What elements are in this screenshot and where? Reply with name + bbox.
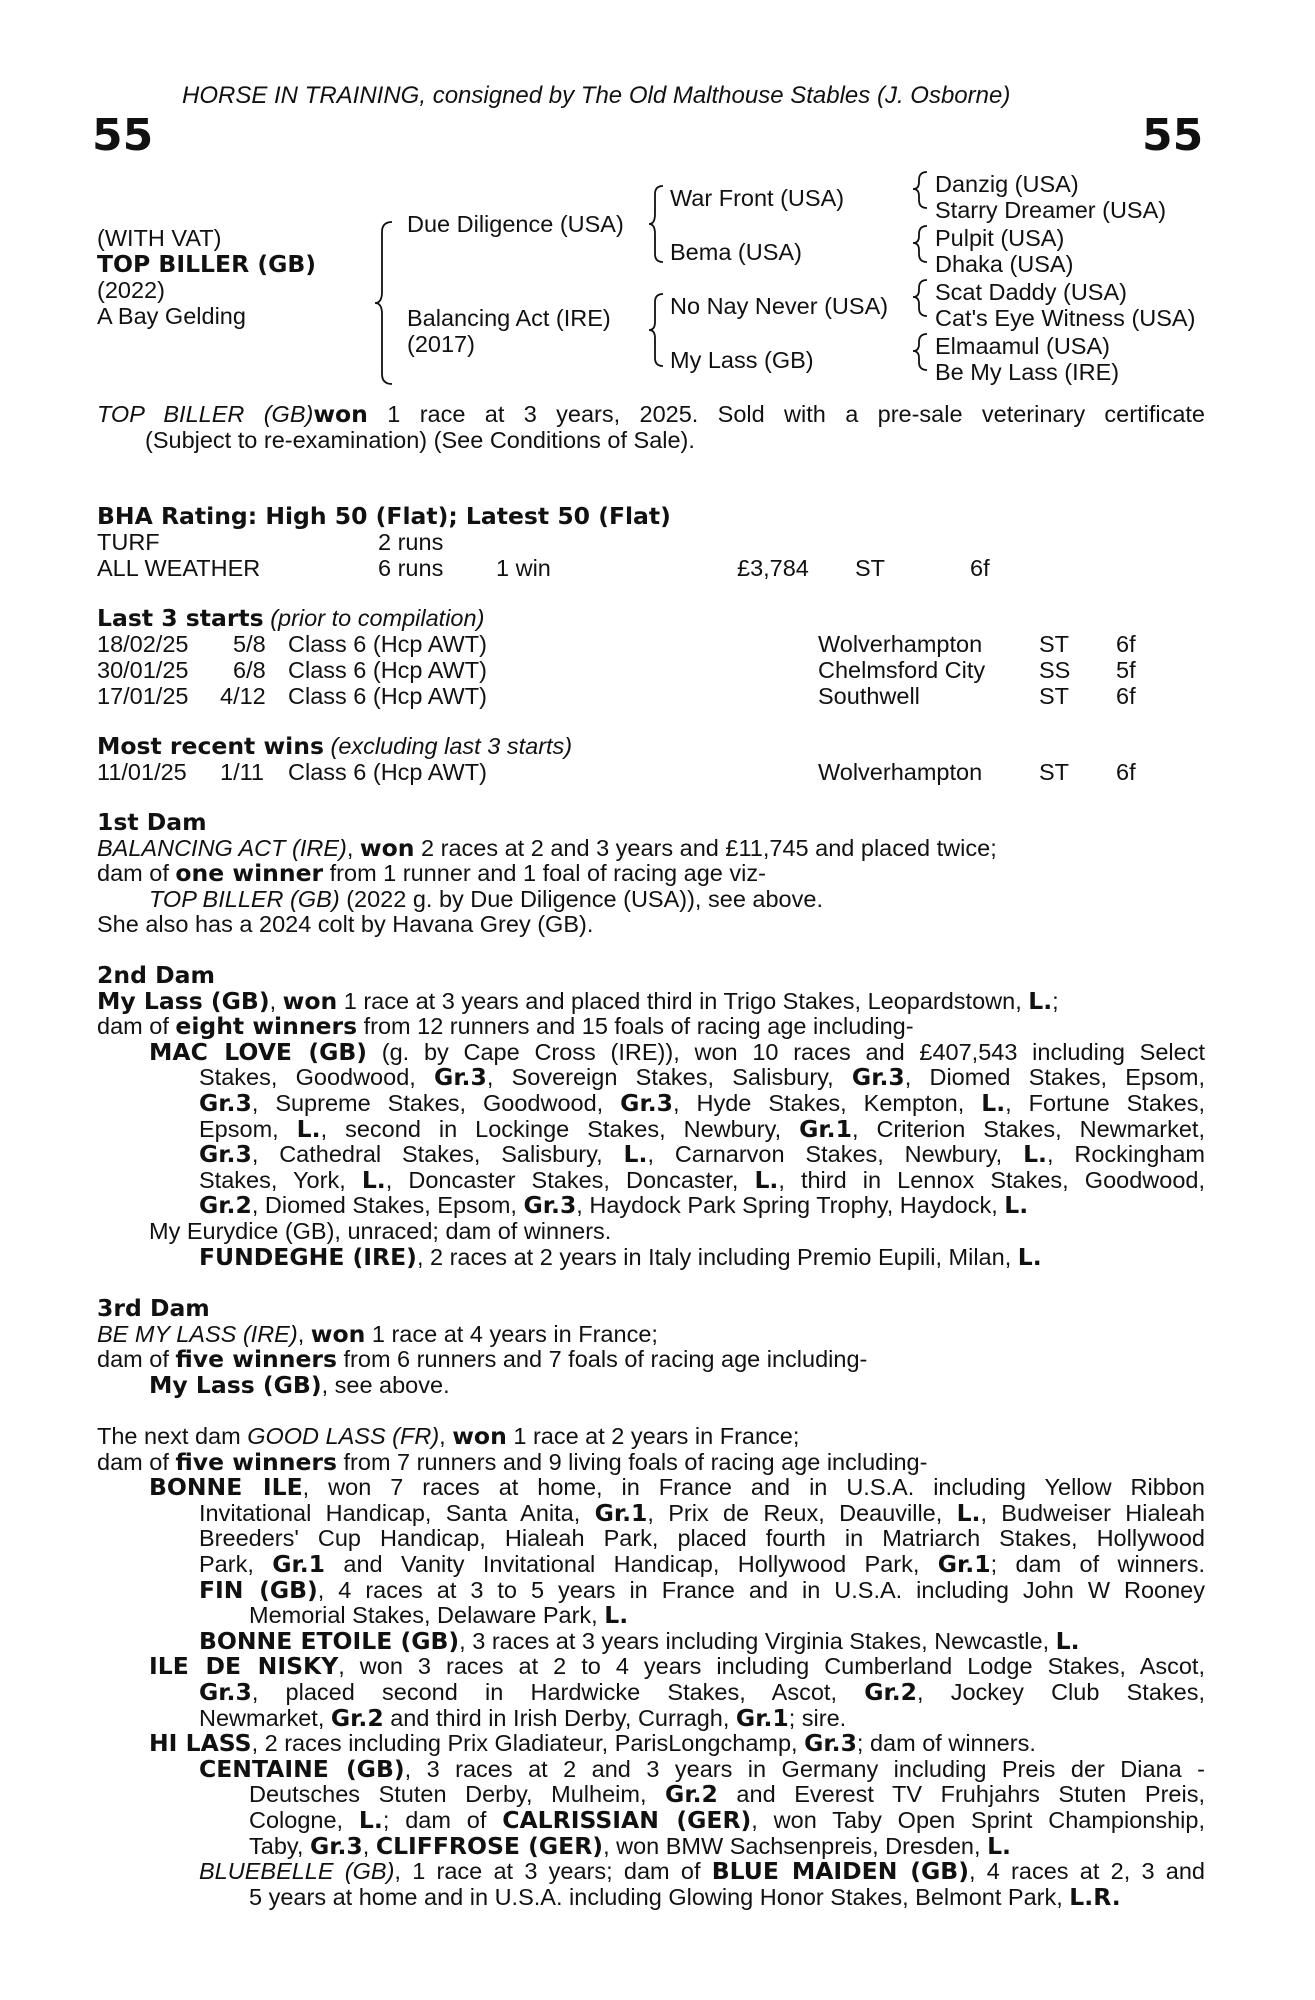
grade: Gr.3 bbox=[199, 1677, 252, 1706]
text: , 3 races at 2 and 3 years in Germany including Preis der Diana - bbox=[404, 1755, 1205, 1782]
lot-number-right: 55 bbox=[1142, 110, 1204, 161]
grade: L. bbox=[1004, 1191, 1029, 1220]
text: 2 races at 2 and 3 years and £11,745 and placed twice; bbox=[414, 834, 997, 861]
summary-line-2: (Subject to re-examination) (See Conditions of Sale). bbox=[145, 426, 695, 453]
text: , 4 races at 3 to 5 years in France and in U.S.A. including John W Rooney bbox=[317, 1576, 1205, 1603]
text: 1 race at 2 years in France; bbox=[506, 1423, 800, 1449]
centaine-line-3 bbox=[249, 1805, 1205, 1834]
text: Newmarket, bbox=[199, 1704, 331, 1731]
grade: L. bbox=[604, 1601, 629, 1630]
winner-name: BONNE ILE bbox=[149, 1473, 303, 1502]
grade: Gr.3 bbox=[434, 1063, 487, 1092]
text: dam of bbox=[97, 1448, 176, 1475]
text: dam of bbox=[97, 860, 176, 887]
text: Invitational Handicap, Santa Anita, bbox=[199, 1499, 595, 1526]
text: ; bbox=[1052, 987, 1059, 1014]
grade: Gr.1 bbox=[272, 1549, 326, 1578]
text: , Budweiser Hialeah bbox=[980, 1499, 1205, 1526]
summary-won: won bbox=[313, 400, 368, 428]
start-position: 4/12 bbox=[220, 683, 266, 709]
text: , see above. bbox=[321, 1371, 450, 1398]
pedigree-g8: Be My Lass (IRE) bbox=[935, 359, 1120, 385]
page-header: HORSE IN TRAINING, consigned by The Old Malthouse Stables (J. Osborne) bbox=[182, 82, 1011, 109]
pedigree-g3: Pulpit (USA) bbox=[935, 225, 1065, 251]
grade: Gr.2 bbox=[864, 1677, 917, 1706]
text: ; dam of winners. bbox=[856, 1730, 1036, 1757]
grade: L. bbox=[1055, 1626, 1080, 1655]
text: , Cathedral Stakes, Salisbury, bbox=[251, 1141, 624, 1168]
grade: Gr.3 bbox=[620, 1088, 673, 1117]
winner-name: FIN (GB) bbox=[199, 1575, 318, 1604]
text: Memorial Stakes, Delaware Park, bbox=[249, 1602, 605, 1629]
horse-description: A Bay Gelding bbox=[97, 303, 246, 329]
text: , Prix de Reux, Deauville, bbox=[647, 1499, 957, 1526]
aw-runs: 6 runs bbox=[378, 555, 444, 581]
text: from 12 runners and 15 foals of racing age including- bbox=[357, 1013, 914, 1040]
winner-name: FUNDEGHE (IRE) bbox=[199, 1242, 417, 1271]
text: , Jockey Club Stakes, bbox=[917, 1678, 1205, 1705]
grade: Gr.3 bbox=[851, 1063, 905, 1092]
pedigree-dam-sire: No Nay Never (USA) bbox=[670, 293, 889, 319]
text: Epsom, bbox=[199, 1115, 297, 1142]
third-dam-line-3 bbox=[97, 1370, 1205, 1399]
grade: Gr.2 bbox=[330, 1703, 384, 1732]
foal-name: TOP BILLER (GB) bbox=[149, 885, 340, 912]
bonne-ile-line-4 bbox=[199, 1549, 1205, 1578]
text: , Diomed Stakes, Epsom, bbox=[251, 1192, 524, 1219]
text: and third in Irish Derby, Curragh, bbox=[383, 1704, 736, 1731]
winner-name: ILE DE NISKY bbox=[149, 1652, 339, 1681]
dam-name: BALANCING ACT (IRE) bbox=[97, 834, 347, 861]
text: , 3 races at 3 years including Virginia Stakes, Newcastle, bbox=[459, 1627, 1056, 1654]
start-class: Class 6 (Hcp AWT) bbox=[288, 631, 487, 657]
text: , bbox=[439, 1423, 453, 1449]
text: (g. by Cape Cross (IRE)), won 10 races and £407,543 including Select bbox=[367, 1038, 1205, 1065]
grade: L. bbox=[956, 1498, 981, 1527]
text: The next dam bbox=[97, 1423, 248, 1449]
centaine-line-4 bbox=[249, 1831, 1205, 1860]
pedigree-sire-sire: War Front (USA) bbox=[670, 185, 845, 211]
grade: Gr.3 bbox=[199, 1088, 252, 1117]
grade: L.R. bbox=[1069, 1882, 1121, 1911]
grade: L. bbox=[987, 1831, 1011, 1860]
dam-name: My Lass (GB) bbox=[97, 986, 270, 1015]
winner-name: CALRISSIAN (GER) bbox=[502, 1805, 752, 1834]
pedigree-sire: Due Diligence (USA) bbox=[407, 211, 624, 237]
text: , 4 races at 2, 3 and bbox=[968, 1858, 1206, 1885]
winner-count: five winners bbox=[175, 1447, 337, 1476]
first-dam-line-3 bbox=[97, 887, 1205, 913]
text: , 1 race at 3 years; dam of bbox=[394, 1858, 712, 1885]
won-word: won bbox=[452, 1422, 507, 1450]
next-dam-section bbox=[97, 1424, 1205, 1910]
text: , 2 races including Prix Gladiateur, ParisLongchamp, bbox=[251, 1730, 805, 1757]
bonne-ile-line-2 bbox=[199, 1498, 1205, 1527]
fundeghe-line bbox=[97, 1242, 1205, 1271]
grade: L. bbox=[358, 1805, 383, 1834]
start-surface: SS bbox=[1039, 657, 1071, 683]
text: , won 3 races at 2 to 4 years including Cumberland Lodge Stakes, Ascot, bbox=[338, 1653, 1205, 1680]
text: from 1 runner and 1 foal of racing age viz- bbox=[323, 860, 766, 887]
recent-note: (excluding last 3 starts) bbox=[330, 733, 573, 759]
text: , bbox=[346, 834, 360, 861]
start-position: 5/8 bbox=[233, 631, 266, 657]
recent-heading bbox=[97, 734, 572, 760]
pedigree-g1: Danzig (USA) bbox=[935, 171, 1079, 197]
ile-de-nisky-line-3 bbox=[199, 1703, 1205, 1732]
bluebelle-line-2 bbox=[249, 1882, 1205, 1911]
third-dam-title: 3rd Dam bbox=[97, 1294, 210, 1322]
summary-line-1 bbox=[97, 402, 1205, 428]
lot-number-left: 55 bbox=[92, 110, 154, 161]
start-date: 18/02/25 bbox=[97, 631, 189, 657]
text: , Fortune Stakes, bbox=[1005, 1089, 1205, 1116]
pedigree-dam-dam: My Lass (GB) bbox=[670, 347, 814, 373]
dam-name: BE MY LASS (IRE) bbox=[97, 1320, 298, 1347]
centaine-line-2 bbox=[249, 1782, 1205, 1808]
mac-love-line-7 bbox=[149, 1193, 1205, 1219]
winner-count: eight winners bbox=[175, 1012, 358, 1041]
text: , Rockingham bbox=[1046, 1141, 1205, 1168]
text: ; sire. bbox=[788, 1704, 847, 1731]
winner-name: HI LASS bbox=[149, 1729, 252, 1758]
start-surface: ST bbox=[1039, 631, 1070, 657]
summary-horse-name: TOP BILLER (GB) bbox=[97, 401, 314, 427]
winner-name: BLUE MAIDEN (GB) bbox=[711, 1857, 969, 1886]
fin-line-2 bbox=[249, 1603, 1205, 1629]
next-dam-line-1 bbox=[97, 1424, 1205, 1450]
text: , bbox=[362, 1832, 376, 1859]
last3-note: (prior to compilation) bbox=[270, 605, 485, 631]
text: 5 years at home and in U.S.A. including Glowing Honor Stakes, Belmont Park, bbox=[249, 1883, 1070, 1910]
text: and Vanity Invitational Handicap, Hollywood Park, bbox=[325, 1550, 938, 1577]
bluebelle-line-1 bbox=[199, 1859, 1205, 1885]
aw-label: ALL WEATHER bbox=[97, 555, 261, 581]
grade: L. bbox=[1017, 1242, 1042, 1271]
text: ; dam of winners. bbox=[990, 1550, 1205, 1577]
dam-name: GOOD LASS (FR) bbox=[247, 1423, 440, 1449]
grade: L. bbox=[623, 1140, 648, 1169]
grade: Gr.1 bbox=[799, 1114, 852, 1143]
text: , Haydock Park Spring Trophy, Haydock, bbox=[576, 1192, 1005, 1219]
start-course: Chelmsford City bbox=[818, 657, 986, 683]
won-word: won bbox=[359, 833, 415, 862]
winner-count: one winner bbox=[175, 859, 324, 888]
bonne-etoile-line bbox=[199, 1626, 1205, 1655]
text: Deutsches Stuten Derby, Mulheim, bbox=[249, 1781, 666, 1808]
text: , 2 races at 2 years in Italy including Premio Eupili, Milan, bbox=[416, 1243, 1018, 1270]
bha-rating-title: BHA Rating: High 50 (Flat); Latest 50 (Flat) bbox=[97, 502, 671, 530]
mac-love-line-4 bbox=[149, 1114, 1205, 1143]
turf-runs: 2 runs bbox=[378, 529, 444, 555]
text: (2022 g. by Due Diligence (USA)), see above. bbox=[339, 885, 823, 912]
text: , second in Lockinge Stakes, Newbury, bbox=[320, 1115, 800, 1142]
grade: L. bbox=[296, 1114, 321, 1143]
text: ; dam of bbox=[382, 1806, 503, 1833]
text: and Everest TV Fruhjahrs Stuten Preis, bbox=[717, 1781, 1206, 1808]
text: , placed second in Hardwicke Stakes, Ascot, bbox=[251, 1678, 865, 1705]
summary-section bbox=[97, 402, 1205, 453]
first-dam-title: 1st Dam bbox=[97, 808, 207, 836]
text: Stakes, Goodwood, bbox=[199, 1064, 435, 1091]
text: , won Taby Open Sprint Championship, bbox=[751, 1806, 1205, 1833]
text: dam of bbox=[97, 1013, 176, 1040]
pedigree-dam: Balancing Act (IRE) bbox=[407, 305, 611, 331]
text: , Criterion Stakes, Newmarket, bbox=[851, 1115, 1205, 1142]
win-position: 1/11 bbox=[220, 759, 264, 785]
text: , Carnarvon Stakes, Newbury, bbox=[647, 1141, 1024, 1168]
text: , won 7 races at home, in France and in U.S.A. including Yellow Ribbon bbox=[302, 1474, 1205, 1501]
win-distance: 6f bbox=[1116, 759, 1136, 785]
pedigree-sire-dam: Bema (USA) bbox=[670, 239, 802, 265]
start-class: Class 6 (Hcp AWT) bbox=[288, 683, 487, 709]
winner-name: BONNE ETOILE (GB) bbox=[199, 1626, 460, 1655]
third-dam-line-2 bbox=[97, 1347, 1205, 1373]
text: from 6 runners and 7 foals of racing age including- bbox=[336, 1346, 868, 1373]
text: , Sovereign Stakes, Salisbury, bbox=[486, 1064, 852, 1091]
aw-prize: £3,784 bbox=[737, 555, 809, 581]
grade: Gr.1 bbox=[937, 1549, 991, 1578]
pedigree-g6: Cat's Eye Witness (USA) bbox=[935, 305, 1196, 331]
grade: Gr.1 bbox=[735, 1703, 789, 1732]
win-class: Class 6 (Hcp AWT) bbox=[288, 759, 487, 785]
first-dam-line-2 bbox=[97, 861, 1205, 887]
winner-name: CENTAINE (GB) bbox=[199, 1754, 405, 1783]
turf-label: TURF bbox=[97, 529, 160, 555]
text: , won BMW Sachsenpreis, Dresden, bbox=[603, 1832, 988, 1859]
grade: L. bbox=[981, 1088, 1006, 1117]
mare-name: BLUEBELLE (GB) bbox=[199, 1858, 395, 1885]
third-dam-line-1 bbox=[97, 1319, 1205, 1348]
third-dam-section bbox=[97, 1296, 1205, 1398]
text: , Hyde Stakes, Kempton, bbox=[672, 1089, 982, 1116]
mac-love-line-5 bbox=[149, 1142, 1205, 1168]
pedigree-g2: Starry Dreamer (USA) bbox=[935, 197, 1167, 223]
second-dam-line-2 bbox=[97, 1014, 1205, 1040]
second-dam-section bbox=[97, 963, 1205, 1270]
bonne-ile-line-1 bbox=[97, 1475, 1205, 1501]
start-date: 30/01/25 bbox=[97, 657, 189, 683]
text: from 7 runners and 9 living foals of racing age including- bbox=[336, 1448, 928, 1475]
start-date: 17/01/25 bbox=[97, 683, 189, 709]
summary-text-1: 1 race at 3 years, 2025. Sold with a pre-sale veterinary certificate bbox=[367, 401, 1205, 427]
bonne-ile-line-3: Breeders' Cup Handicap, Hialeah Park, placed fourth in Matriarch Stakes, Hollywood bbox=[199, 1525, 1205, 1552]
text: Stakes, York, bbox=[199, 1166, 362, 1193]
first-dam-section bbox=[97, 810, 1205, 938]
win-surface: ST bbox=[1039, 759, 1070, 785]
hi-lass-line bbox=[97, 1731, 1205, 1757]
grade: Gr.3 bbox=[199, 1140, 252, 1169]
aw-distance: 6f bbox=[970, 555, 990, 581]
text: , Doncaster Stakes, Doncaster, bbox=[385, 1166, 755, 1193]
second-dam-title: 2nd Dam bbox=[97, 961, 215, 989]
text: , third in Lennox Stakes, Goodwood, bbox=[778, 1166, 1205, 1193]
win-course: Wolverhampton bbox=[818, 759, 983, 785]
text: , bbox=[297, 1320, 311, 1347]
ile-de-nisky-line-1 bbox=[97, 1654, 1205, 1680]
winner-name: MAC LOVE (GB) bbox=[149, 1037, 368, 1066]
mac-love-line-3 bbox=[149, 1088, 1205, 1117]
text: , Diomed Stakes, Epsom, bbox=[904, 1064, 1205, 1091]
recent-title: Most recent wins bbox=[97, 732, 324, 760]
grade: L. bbox=[1023, 1140, 1047, 1169]
start-course: Southwell bbox=[818, 683, 920, 709]
pedigree-dam-year: (2017) bbox=[407, 331, 475, 357]
won-word: won bbox=[282, 986, 338, 1015]
first-dam-line-4: She also has a 2024 colt by Havana Grey (GB). bbox=[97, 911, 594, 938]
grade: Gr.2 bbox=[665, 1780, 718, 1809]
text: Park, bbox=[199, 1550, 273, 1577]
grade: L. bbox=[754, 1165, 779, 1194]
aw-surface: ST bbox=[855, 555, 886, 581]
vat-note: (WITH VAT) bbox=[97, 225, 222, 251]
start-distance: 5f bbox=[1116, 657, 1136, 683]
ile-de-nisky-line-2 bbox=[199, 1677, 1205, 1706]
grade: L. bbox=[361, 1165, 386, 1194]
mac-love-line-2 bbox=[149, 1065, 1205, 1091]
second-dam-line-1 bbox=[97, 986, 1205, 1015]
grade: Gr.3 bbox=[309, 1831, 363, 1860]
horse-year: (2022) bbox=[97, 277, 165, 303]
grade: L. bbox=[1028, 986, 1053, 1015]
start-position: 6/8 bbox=[233, 657, 266, 683]
won-word: won bbox=[310, 1319, 366, 1348]
last3-heading bbox=[97, 606, 484, 632]
pedigree-g4: Dhaka (USA) bbox=[935, 251, 1074, 277]
text: , bbox=[269, 987, 283, 1014]
start-distance: 6f bbox=[1116, 631, 1136, 657]
mac-love-line-1 bbox=[97, 1037, 1205, 1066]
centaine-line-1 bbox=[199, 1754, 1205, 1783]
mac-love-line-6 bbox=[149, 1165, 1205, 1194]
fin-line-1 bbox=[199, 1575, 1205, 1604]
horse-name: TOP BILLER (GB) bbox=[97, 250, 317, 278]
last3-title: Last 3 starts bbox=[97, 604, 264, 632]
pedigree-g7: Elmaamul (USA) bbox=[935, 333, 1110, 359]
win-date: 11/01/25 bbox=[97, 759, 187, 785]
text: Taby, bbox=[249, 1832, 310, 1859]
next-dam-line-2 bbox=[97, 1447, 1205, 1476]
start-class: Class 6 (Hcp AWT) bbox=[288, 657, 487, 683]
start-surface: ST bbox=[1039, 683, 1070, 709]
grade: Gr.1 bbox=[594, 1498, 648, 1527]
first-dam-line-1 bbox=[97, 833, 1205, 862]
pedigree-g5: Scat Daddy (USA) bbox=[935, 279, 1127, 305]
grade: Gr.3 bbox=[523, 1191, 577, 1220]
start-course: Wolverhampton bbox=[818, 631, 983, 657]
text: , Supreme Stakes, Goodwood, bbox=[251, 1089, 621, 1116]
start-distance: 6f bbox=[1116, 683, 1136, 709]
winner-name: My Lass (GB) bbox=[149, 1370, 322, 1399]
winner-name: CLIFFROSE (GER) bbox=[375, 1831, 604, 1860]
grade: Gr.3 bbox=[804, 1729, 857, 1758]
my-eurydice-line: My Eurydice (GB), unraced; dam of winners. bbox=[149, 1217, 612, 1244]
grade: Gr.2 bbox=[199, 1191, 252, 1220]
text: dam of bbox=[97, 1346, 176, 1373]
winner-count: five winners bbox=[175, 1345, 337, 1374]
aw-wins: 1 win bbox=[496, 555, 551, 581]
text: 1 race at 4 years in France; bbox=[365, 1320, 658, 1347]
text: Cologne, bbox=[249, 1806, 359, 1833]
text: 1 race at 3 years and placed third in Trigo Stakes, Leopardstown, bbox=[337, 987, 1029, 1014]
